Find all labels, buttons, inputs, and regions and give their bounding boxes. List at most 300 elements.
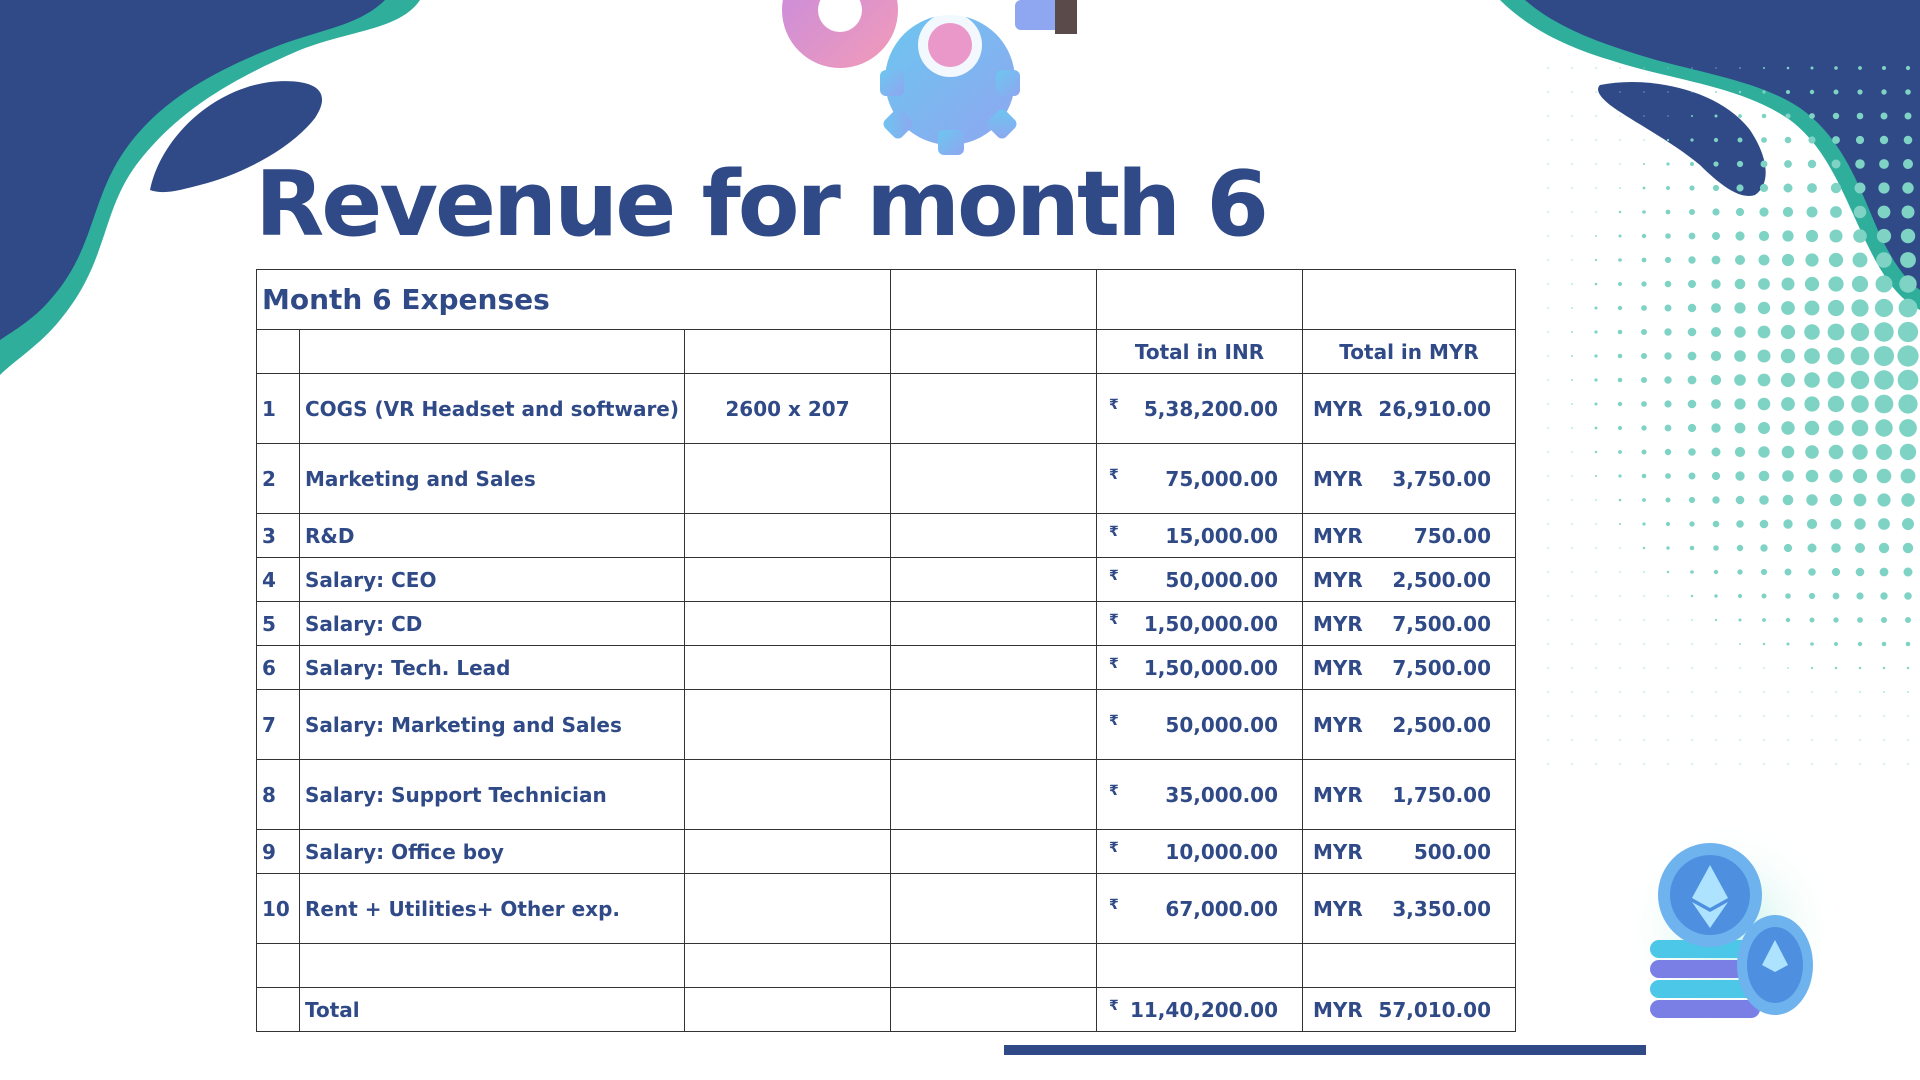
halftone-dot [1855,183,1866,194]
halftone-dot [1715,643,1716,644]
halftone-dot [1595,475,1597,477]
total-label: Total [300,988,685,1032]
amount-inr: 35,000.00 [1165,782,1279,807]
halftone-dot [1619,691,1620,692]
halftone-dot [1571,211,1572,212]
halftone-dot [1688,424,1696,432]
halftone-dot [1781,373,1795,387]
expense-item: Rent + Utilities+ Other exp. [300,874,685,944]
halftone-dot [1807,519,1817,529]
table-row [257,514,1516,558]
halftone-dot [1900,444,1916,460]
row-number: 6 [257,646,300,690]
halftone-dot [1877,469,1892,484]
halftone-dot [1807,183,1817,193]
expense-detail [685,830,891,874]
myr-currency-label: MYR [1313,839,1363,864]
rupee-symbol: ₹ [1109,782,1119,799]
empty-cell [1097,944,1303,988]
halftone-dot [1547,115,1548,116]
halftone-dot [1784,544,1792,552]
halftone-dot [1735,231,1744,240]
halftone-dot [1691,67,1692,68]
expense-item: Salary: CEO [300,558,685,602]
empty-cell [891,690,1097,760]
empty-cell [891,514,1097,558]
halftone-dot [1618,426,1622,430]
page-title: Revenue for month 6 [255,152,1267,257]
myr-currency-label: MYR [1313,896,1363,921]
halftone-dot [1641,353,1647,359]
halftone-dot [1904,568,1913,577]
expense-detail [685,646,891,690]
total-inr-cell [1097,374,1303,444]
halftone-dot [1665,449,1671,455]
halftone-dot [1594,330,1597,333]
halftone-dot [1832,568,1840,576]
halftone-dot [1806,494,1817,505]
halftone-dot [1547,403,1548,404]
halftone-dot [1547,643,1548,644]
halftone-dot [1739,619,1742,622]
halftone-dot [1547,163,1548,164]
halftone-dot [1906,66,1910,70]
halftone-dot [1547,355,1548,356]
halftone-dot [1690,138,1693,141]
empty-cell [300,330,685,374]
halftone-dot [1619,211,1621,213]
halftone-dot [1760,520,1769,529]
halftone-dot [1619,115,1620,116]
halftone-dot [1547,571,1548,572]
halftone-dot [1595,523,1596,524]
halftone-dot [1641,281,1646,286]
rupee-symbol: ₹ [1109,997,1119,1014]
halftone-dot [1713,161,1718,166]
halftone-dot [1805,253,1818,266]
halftone-dot [1711,279,1720,288]
halftone-dot [1883,691,1885,693]
halftone-dot [1595,595,1596,596]
halftone-dot [1571,355,1573,357]
halftone-dot [1899,419,1917,437]
halftone-dot [1666,546,1669,549]
halftone-dot [1781,325,1795,339]
halftone-dot [1881,113,1888,120]
halftone-dot [1667,67,1668,68]
halftone-dot [1714,594,1717,597]
halftone-dot [1829,469,1842,482]
table-row [257,374,1516,444]
halftone-dot [1667,115,1668,116]
halftone-dot [1643,691,1644,692]
halftone-dot [1762,114,1767,119]
halftone-dot [1619,715,1620,716]
empty-cell [891,830,1097,874]
halftone-dot [1905,89,1911,95]
halftone-dot [1547,91,1548,92]
row-number: 2 [257,444,300,514]
total-myr-cell [1303,602,1516,646]
halftone-dot [1899,275,1916,292]
amount-myr: 1,750.00 [1392,782,1492,807]
halftone-dot [1547,259,1548,260]
halftone-dot [1643,667,1644,668]
halftone-dot [1688,400,1697,409]
halftone-dot [1734,374,1746,386]
halftone-dot [1832,136,1840,144]
halftone-dot [1759,471,1770,482]
myr-currency-label: MYR [1313,782,1363,807]
halftone-dot [1571,163,1572,164]
halftone-dot [1809,113,1815,119]
halftone-dot [1571,571,1572,572]
halftone-dot [1618,450,1622,454]
halftone-dot [1761,161,1768,168]
row-number: 9 [257,830,300,874]
halftone-dot [1571,691,1572,692]
halftone-dot [1643,67,1644,68]
halftone-dot [1760,544,1767,551]
halftone-dot [1595,739,1596,740]
halftone-dot [1619,235,1622,238]
halftone-dot [1713,521,1720,528]
halftone-dot [1691,691,1692,692]
halftone-dot [1641,425,1646,430]
halftone-dot [1758,302,1770,314]
halftone-dot [1784,160,1792,168]
halftone-dot [1619,667,1620,668]
halftone-dot [1875,299,1893,317]
halftone-dot [1804,348,1820,364]
rupee-symbol: ₹ [1109,611,1119,628]
empty-cell [685,988,891,1032]
expense-detail [685,690,891,760]
halftone-dot [1855,543,1865,553]
halftone-dot [1711,303,1721,313]
halftone-dot [1831,183,1841,193]
halftone-dot [1781,301,1795,315]
halftone-dot [1571,475,1572,476]
total-myr-cell [1303,514,1516,558]
empty-cell [891,444,1097,514]
halftone-dot [1688,448,1696,456]
halftone-dot [1806,230,1818,242]
halftone-dot [1907,691,1909,693]
halftone-dot [1855,159,1865,169]
empty-cell [300,944,685,988]
halftone-dot [1547,139,1548,140]
row-number: 10 [257,874,300,944]
halftone-dot [1879,159,1889,169]
halftone-dot [1881,89,1886,94]
halftone-dot [1547,691,1548,692]
halftone-dot [1664,352,1671,359]
halftone-dot [1735,255,1745,265]
halftone-dot [1667,571,1669,573]
halftone-dot [1759,207,1768,216]
amount-myr: 26,910.00 [1378,396,1492,421]
halftone-dot [1810,90,1814,94]
halftone-dot [1571,307,1573,309]
halftone-dot [1905,113,1912,120]
halftone-dot [1643,571,1644,572]
halftone-dot [1665,425,1672,432]
halftone-dot [1735,279,1746,290]
halftone-dot [1833,593,1840,600]
halftone-dot [1856,136,1864,144]
myr-currency-label: MYR [1313,466,1363,491]
halftone-dot [1712,472,1720,480]
myr-currency-label: MYR [1313,997,1363,1022]
halftone-dot [1619,571,1620,572]
halftone-dot [1571,403,1573,405]
halftone-dot [1665,233,1671,239]
halftone-dot [1666,186,1670,190]
header-total-myr: Total in MYR [1303,330,1516,374]
halftone-dot [1619,67,1620,68]
halftone-dot [1735,423,1746,434]
halftone-dot [1689,233,1696,240]
halftone-dot [1902,518,1914,530]
halftone-dot [1904,592,1912,600]
halftone-dot [1642,450,1647,455]
halftone-dot [1595,403,1598,406]
halftone-dot [1571,67,1572,68]
halftone-dot [1763,643,1765,645]
halftone-dot [1738,138,1743,143]
total-myr-cell [1303,988,1516,1032]
halftone-dot [1759,255,1770,266]
rupee-symbol: ₹ [1109,466,1119,483]
halftone-dot [1811,763,1812,764]
halftone-dot [1854,494,1867,507]
myr-currency-label: MYR [1313,712,1363,737]
crypto-coins-illustration [1610,820,1850,1040]
empty-cell [891,944,1097,988]
halftone-dot [1642,522,1645,525]
halftone-dot [1547,739,1548,740]
halftone-dot [1782,254,1794,266]
halftone-dot [1667,691,1668,692]
halftone-dot [1805,445,1819,459]
halftone-dot [1643,547,1645,549]
halftone-dot [1619,739,1620,740]
amount-inr: 5,38,200.00 [1143,396,1279,421]
total-inr-cell [1097,830,1303,874]
halftone-dot [1853,229,1867,243]
halftone-dot [1691,667,1692,668]
amount-myr: 7,500.00 [1392,655,1492,680]
empty-cell [891,374,1097,444]
halftone-dot [1810,642,1814,646]
halftone-dot [1785,137,1792,144]
halftone-dot [1783,495,1794,506]
halftone-dot [1856,568,1865,577]
halftone-dot [1907,763,1908,764]
expense-detail: 2600 x 207 [685,374,891,444]
total-myr-cell [1303,874,1516,944]
halftone-dot [1876,276,1893,293]
expense-item: Salary: Office boy [300,830,685,874]
myr-currency-label: MYR [1313,655,1363,680]
halftone-dot [1715,115,1718,118]
halftone-dot [1571,763,1572,764]
amount-inr: 50,000.00 [1165,567,1279,592]
table-row [257,646,1516,690]
total-inr-cell [1097,874,1303,944]
halftone-dot [1711,351,1721,361]
halftone-dot [1831,543,1841,553]
halftone-dot [1595,307,1598,310]
halftone-dot [1830,494,1842,506]
halftone-dot [1739,67,1740,68]
halftone-dot [1785,593,1791,599]
empty-cell [891,988,1097,1032]
halftone-dot [1712,448,1721,457]
halftone-dot [1571,619,1572,620]
header-row [257,330,1516,374]
halftone-dot [1643,187,1646,190]
halftone-dot [1828,372,1845,389]
halftone-dot-pattern [1540,60,1920,780]
halftone-dot [1618,402,1622,406]
amount-myr: 7,500.00 [1392,611,1492,636]
halftone-dot [1851,323,1869,341]
amount-inr: 11,40,200.00 [1129,997,1279,1022]
row-number: 1 [257,374,300,444]
halftone-dot [1571,187,1572,188]
row-number: 3 [257,514,300,558]
halftone-dot [1906,642,1911,647]
halftone-dot [1691,595,1693,597]
halftone-dot [1667,139,1669,141]
halftone-dot [1571,643,1572,644]
halftone-dot [1759,495,1769,505]
total-myr-cell [1303,374,1516,444]
gears-illustration [760,0,1120,160]
halftone-dot [1643,91,1644,92]
halftone-dot [1643,739,1644,740]
halftone-dot [1734,302,1745,313]
halftone-dot [1880,136,1888,144]
total-inr-cell [1097,646,1303,690]
halftone-dot [1737,161,1743,167]
myr-currency-label: MYR [1313,523,1363,548]
halftone-dot [1547,619,1548,620]
halftone-dot [1715,91,1717,93]
halftone-dot [1571,427,1572,428]
halftone-dot [1874,346,1894,366]
halftone-dot [1787,739,1788,740]
halftone-dot [1834,642,1838,646]
halftone-dot [1691,619,1692,620]
halftone-dot [1758,350,1771,363]
halftone-dot [1783,519,1792,528]
halftone-dot [1807,207,1818,218]
halftone-dot [1595,691,1596,692]
halftone-dot [1666,522,1670,526]
myr-currency-label: MYR [1313,567,1363,592]
halftone-dot [1688,352,1697,361]
halftone-dot [1666,210,1671,215]
myr-currency-label: MYR [1313,611,1363,636]
halftone-dot [1781,397,1795,411]
halftone-dot [1851,347,1870,366]
halftone-dot [1547,307,1548,308]
halftone-dot [1831,519,1842,530]
total-myr-cell [1303,444,1516,514]
halftone-dot [1859,763,1860,764]
total-myr-cell [1303,760,1516,830]
halftone-dot [1758,326,1771,339]
halftone-dot [1571,379,1573,381]
halftone-dot [1852,276,1868,292]
halftone-dot [1595,115,1596,116]
halftone-dot [1619,763,1620,764]
halftone-dot [1691,763,1692,764]
halftone-dot [1594,354,1597,357]
halftone-dot [1882,642,1887,647]
halftone-dot [1571,667,1572,668]
halftone-dot [1781,349,1795,363]
amount-inr: 50,000.00 [1165,712,1279,737]
halftone-dot [1595,139,1596,140]
halftone-dot [1547,235,1548,236]
row-number: 5 [257,602,300,646]
halftone-dot [1853,469,1867,483]
halftone-dot [1786,90,1790,94]
halftone-dot [1667,667,1668,668]
section-title: Month 6 Expenses [257,270,891,330]
amount-inr: 10,000.00 [1165,839,1279,864]
halftone-dot [1739,739,1740,740]
table-row [257,558,1516,602]
empty-cell [685,944,891,988]
amount-myr: 750.00 [1413,523,1492,548]
halftone-dot [1642,210,1646,214]
halftone-dot [1547,547,1548,548]
halftone-dot [1715,67,1716,68]
halftone-dot [1691,739,1692,740]
halftone-dot [1833,617,1838,622]
amount-inr: 15,000.00 [1165,523,1279,548]
halftone-dot [1547,379,1548,380]
halftone-dot [1835,667,1837,669]
table-row [257,690,1516,760]
amount-inr: 67,000.00 [1165,896,1279,921]
halftone-dot [1828,420,1844,436]
halftone-dot [1811,67,1814,70]
halftone-dot [1667,715,1668,716]
halftone-dot [1739,667,1740,668]
halftone-dot [1809,593,1815,599]
halftone-dot [1643,715,1644,716]
halftone-dot [1827,347,1844,364]
halftone-dot [1619,619,1620,620]
empty-cell [891,270,1097,330]
halftone-dot [1858,66,1862,70]
halftone-dot [1667,619,1668,620]
halftone-dot [1595,547,1596,548]
halftone-dot [1641,401,1647,407]
halftone-dot [1547,427,1548,428]
amount-inr: 1,50,000.00 [1143,655,1279,680]
halftone-dot [1665,473,1671,479]
empty-cell [891,602,1097,646]
halftone-dot [1714,570,1718,574]
halftone-dot [1835,691,1836,692]
